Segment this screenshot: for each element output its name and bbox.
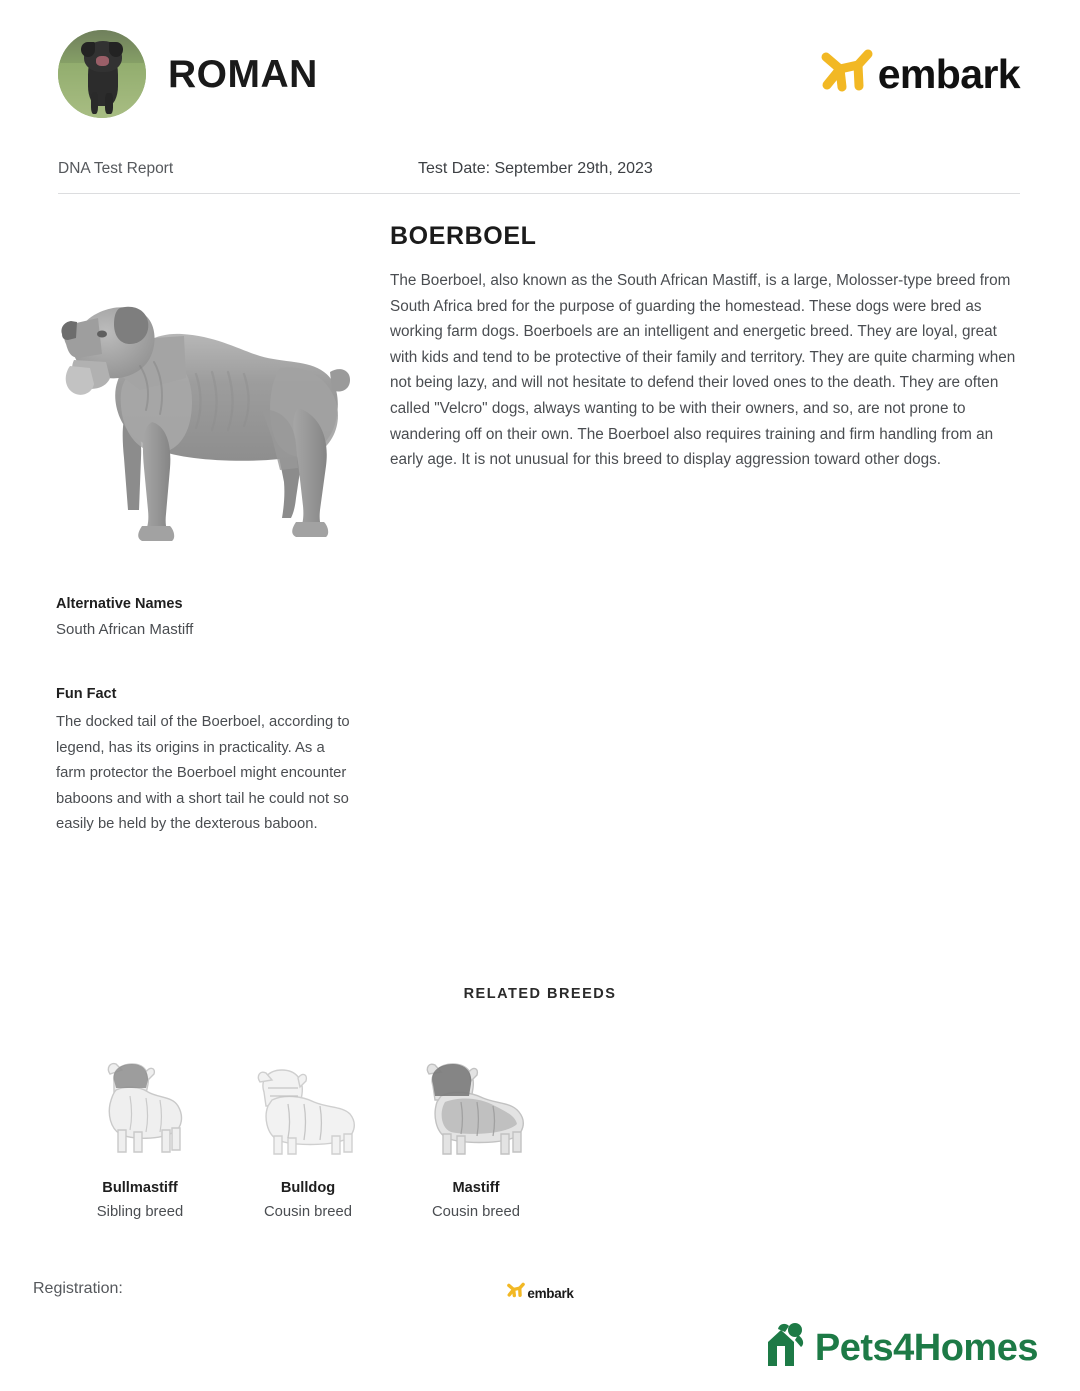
dog-identity [58, 30, 318, 118]
related-breeds-grid [56, 1050, 586, 1220]
alternative-names-value: South African Mastiff [56, 621, 194, 638]
pets4homes-house-dog-icon [765, 1322, 807, 1373]
related-breeds-title: RELATED BREEDS [463, 986, 617, 1002]
related-breed-relation: Cousin breed [263, 1204, 352, 1220]
test-date-label: Test Date: September 29th, 2023 [418, 160, 653, 177]
related-breed-relation: Sibling breed [96, 1204, 184, 1220]
alternative-names-heading: Alternative Names [56, 596, 183, 612]
breed-illustration [44, 262, 380, 547]
breed-title: BOERBOEL [390, 222, 537, 250]
header-divider [58, 193, 1020, 194]
report-header [58, 30, 1020, 118]
fun-fact-heading: Fun Fact [56, 686, 117, 702]
embark-dog-icon [506, 1281, 526, 1305]
pets4homes-watermark [765, 1322, 1038, 1373]
mastiff-illustration [416, 1050, 536, 1162]
related-breed-name: Bullmastiff [102, 1180, 178, 1196]
bullmastiff-illustration [80, 1050, 200, 1162]
avatar-dog-mouth [96, 56, 109, 66]
pets4homes-wordmark: Pets4Homes [814, 1326, 1038, 1369]
embark-logo [818, 44, 1020, 105]
breed-description: The Boerboel, also known as the South African Mastiff, is a large, Molosser-type breed from South Africa bred for the purpose of guarding the homestead. These dogs were bred as working farm dogs. Boerboels are an intelligent and energetic breed. They are loyal, great with kids and tend to be protective of their family and territory. They are quite charming when not being lazy, and will not hesitate to defend their loved ones to the death. They are often called "Velcro" dogs, always wanting to be with their owners, and so, are not prone to wandering off on their own. The Boerboel also requires training and firm handling from an early age. It is not unusual for this breed to display aggression toward other dogs. [390, 272, 1016, 469]
related-breed-card[interactable] [224, 1050, 392, 1220]
embark-wordmark: embark [527, 1285, 574, 1301]
fun-fact-body: The docked tail of the Boerboel, according to legend, has its origins in practicality. As a farm protector the Boerboel might encounter baboons and with a short tail he could not so easily be held by the dexterous baboon. [56, 714, 350, 833]
avatar-dog-leg-right [105, 93, 113, 114]
related-breed-card[interactable] [392, 1050, 560, 1220]
report-type-label: DNA Test Report [58, 160, 174, 177]
related-breed-card[interactable] [56, 1050, 224, 1220]
related-breed-name: Bulldog [280, 1180, 336, 1196]
related-breed-relation: Cousin breed [431, 1204, 520, 1220]
embark-dog-icon [818, 44, 876, 105]
embark-wordmark: embark [877, 50, 1020, 97]
bulldog-illustration [248, 1050, 368, 1162]
avatar-dog-leg-left [91, 92, 99, 115]
related-breed-name: Mastiff [452, 1180, 500, 1196]
report-subheader [58, 160, 1020, 186]
footer-embark-logo [0, 1281, 1080, 1305]
avatar [58, 30, 146, 118]
page-title: ROMAN [168, 52, 318, 96]
registration-label: Registration: [33, 1280, 123, 1297]
